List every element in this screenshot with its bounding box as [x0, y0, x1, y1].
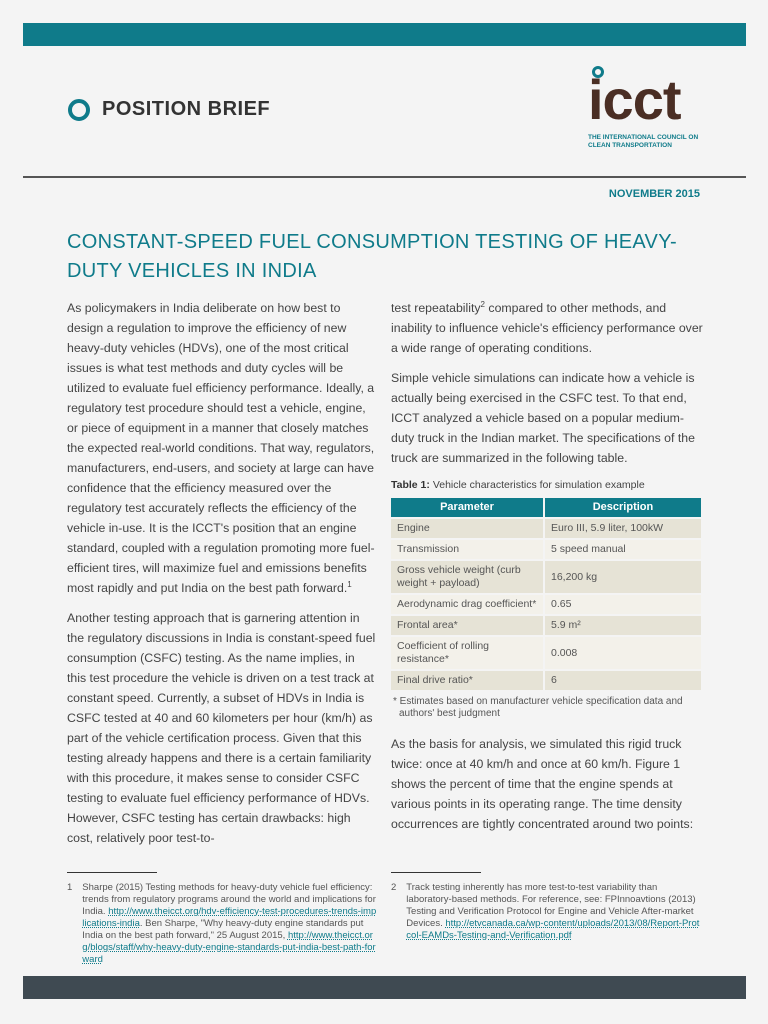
paragraph: Simple vehicle simulations can indicate how a vehicle is actually being exercised in the CSFC test. To that end, ICCT analyzed a vehicle based on a popular medium-duty truck in the Indian market. The specifications of the truck are summarized in the following table.: [391, 371, 695, 465]
parameter-cell: Coefficient of rolling resistance*: [391, 637, 543, 669]
right-column: [391, 298, 703, 844]
parameter-cell: Aerodynamic drag coefficient*: [391, 595, 543, 614]
footnote-1-wrap: [67, 872, 377, 966]
parameter-cell: Frontal area*: [391, 616, 543, 635]
footnote-divider: [67, 872, 157, 873]
footnote-2: 2 Track testing inherently has more test-to-test variability than laboratory-based methods. For reference, see: FPInnoavtions (2013) Testing and Verification Protocol for Engine and Vehicle After-market Devices. http://etvcanada.ca/wp-content/uploads/2013/08/Report-Protcol-EAMDs-Testing-and-Verification.pdf: [391, 882, 700, 941]
left-column: [67, 298, 377, 858]
description-cell: 5 speed manual: [545, 540, 701, 559]
header-parameter: Parameter: [391, 498, 543, 517]
table-row: [391, 519, 701, 538]
vehicle-table: [389, 496, 703, 692]
logo-dot-icon: [592, 66, 604, 78]
footnote-link[interactable]: http://etvcanada.ca/wp-content/uploads/2013/08/Report-Protcol-EAMDs-Testing-and-Verification.pdf: [406, 918, 700, 941]
logo-subtitle: THE INTERNATIONAL COUNCIL ON CLEAN TRANSPORTATION: [588, 134, 699, 149]
table-row: [391, 540, 701, 559]
paragraph: As the basis for analysis, we simulated this rigid truck twice: once at 40 km/h and once at 60 km/h. Figure 1 shows the percent of time that the engine spends at various points in its operating range. The time density occurrences are tightly concentrated around two points:: [391, 737, 694, 831]
table-row: [391, 561, 701, 593]
footnote-ref[interactable]: 2: [480, 299, 485, 309]
top-bar: [23, 23, 746, 46]
bottom-bar: [23, 976, 746, 999]
description-cell: Euro III, 5.9 liter, 100kW: [545, 519, 701, 538]
table-row: [391, 595, 701, 614]
table-note: * Estimates based on manufacturer vehicle specification data and authors' best judgment: [393, 696, 683, 719]
paragraph: test repeatability$^2$ compared to other methods, and inability to influence vehicle's efficiency performance over a wide range of operating conditions.: [391, 299, 703, 355]
page-title: CONSTANT-SPEED FUEL CONSUMPTION TESTING OF HEAVY-DUTY VEHICLES IN INDIA: [67, 231, 677, 282]
description-cell: 0.65: [545, 595, 701, 614]
table-header-row: [391, 498, 701, 517]
parameter-cell: Engine: [391, 519, 543, 538]
footnote-link[interactable]: http://www.theicct.org/blogs/staff/why-heavy-duty-engine-standards-put-india-best-path-forward: [82, 930, 376, 965]
header: [23, 46, 746, 178]
parameter-cell: Transmission: [391, 540, 543, 559]
position-brief-label: [68, 98, 270, 121]
main-content: [67, 298, 703, 966]
description-cell: 0.008: [545, 637, 701, 669]
paragraph: Another testing approach that is garnering attention in the regulatory discussions in India is constant-speed fuel consumption (CSFC) testing. As the name implies, in this test procedure the vehicle is driven on a test track at constant speed. Currently, a subset of HDVs in India is CSFC tested at 40 and 60 kilometers per hour (km/h) as part of the vehicle certification process. Given that this testing already happens and there is a certain familiarity with this procedure, it makes sense to consider CSFC testing to evaluate fuel efficiency performance of HDVs. However, CSFC testing has certain drawbacks: high cost, relatively poor test-to-: [67, 611, 376, 845]
brief-text: POSITION BRIEF: [102, 98, 271, 120]
description-cell: 16,200 kg: [545, 561, 701, 593]
footnote-divider: [391, 872, 481, 873]
parameter-cell: Gross vehicle weight (curb weight + payload): [391, 561, 543, 593]
paragraph: As policymakers in India deliberate on how best to design a regulation to improve the efficiency of new heavy-duty vehicles (HDVs), one of the most critical issues is what test methods and duty cycles will be utilized to evaluate fuel efficiency performance. Ideally, a regulatory test procedure should test a vehicle, engine, or piece of equipment in a manner that closely matches the expected real-world conditions. That way, regulators, manufacturers, end-users, and society at large can have confidence that the efficiency measured over the regulatory test accurately reflects the efficiency of the vehicle in-use. It is the ICCT's position that an engine standard, coupled with a regulation promoting more fuel-efficient tires, will maximize fuel and emissions benefits most rapidly and put India on the best path forward.$^1$: [67, 301, 375, 595]
footnote-1: 1 Sharpe (2015) Testing methods for heavy-duty vehicle fuel efficiency: trends from regulatory programs around the world and implications for India. http://www.theicct.org/hdv-efficiency-test-procedures-trends-implications-india. Ben Sharpe, "Why heavy-duty engine standards put India on the best path forward," 25 August 2015, http://www.theicct.org/blogs/staff/why-heavy-duty-engine-standards-put-india-best-path-forward: [67, 882, 377, 965]
footnote-link[interactable]: http://www.theicct.org/hdv-efficiency-test-procedures-trends-implications-india: [82, 906, 377, 929]
date: NOVEMBER 2015: [608, 188, 700, 200]
icct-logo: [588, 68, 713, 150]
logo-word: icct: [588, 68, 681, 131]
circle-icon: [68, 99, 90, 121]
description-cell: 6: [545, 671, 701, 690]
table-row: [391, 637, 701, 669]
table-row: [391, 616, 701, 635]
footnote-2-wrap: [391, 872, 703, 942]
parameter-cell: Final drive ratio*: [391, 671, 543, 690]
description-cell: 5.9 m²: [545, 616, 701, 635]
table-row: [391, 671, 701, 690]
header-description: Description: [545, 498, 701, 517]
table-caption: Table 1: Vehicle characteristics for simulation example: [391, 479, 645, 491]
footnote-ref[interactable]: 1: [347, 579, 352, 589]
